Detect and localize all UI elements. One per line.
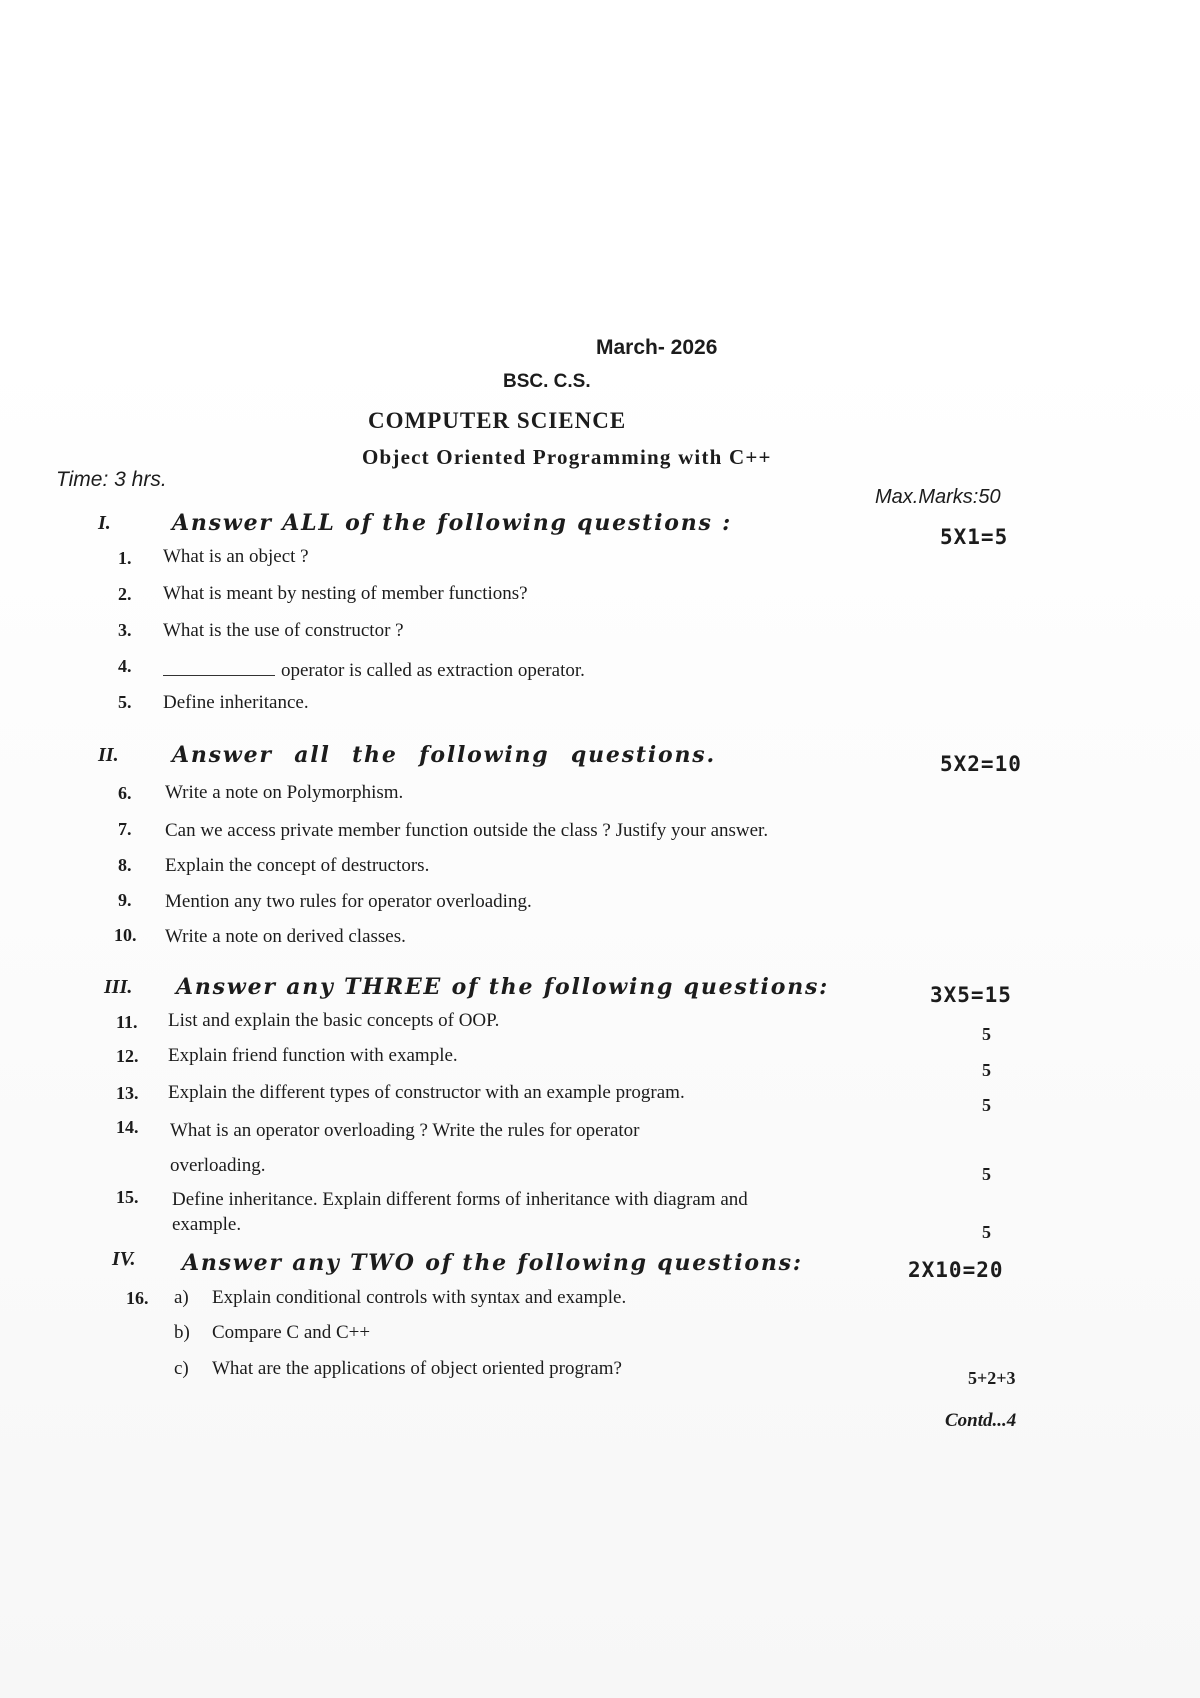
section-number: IV. [112, 1248, 136, 1270]
section-marks: 2X10=20 [908, 1258, 1004, 1282]
section-marks: 5X2=10 [940, 752, 1022, 776]
question-number: 16. [126, 1288, 149, 1308]
question-marks: 5 [982, 1164, 991, 1184]
max-marks: Max.Marks:50 [875, 486, 1001, 508]
section-marks: 5X1=5 [940, 525, 1009, 549]
sub-question-label: b) [174, 1322, 190, 1343]
sub-question-text: Compare C and C++ [212, 1322, 371, 1343]
paper-title: Object Oriented Programming with C++ [362, 445, 772, 469]
question-marks: 5 [982, 1060, 991, 1080]
question-text-continued: overloading. [170, 1155, 266, 1176]
question-number: 14. [116, 1117, 139, 1137]
question-number: 3. [118, 620, 132, 640]
question-text: Explain the concept of destructors. [165, 855, 430, 876]
question-text: Mention any two rules for operator overloading. [165, 891, 532, 912]
question-text: operator is called as extraction operator. [281, 660, 585, 681]
question-number: 1. [118, 548, 132, 568]
question-number: 12. [116, 1046, 139, 1066]
question-text: What is an object ? [163, 546, 309, 567]
question-text: List and explain the basic concepts of OOP. [168, 1010, 500, 1031]
section-title: Answer any THREE of the following questions: [176, 974, 830, 1000]
sub-question-label: a) [174, 1287, 189, 1308]
question-number: 8. [118, 855, 132, 875]
section-marks: 3X5=15 [930, 983, 1012, 1007]
section-title: Answer ALL of the following questions : [172, 510, 733, 536]
question-text: Define inheritance. Explain different forms of inheritance with diagram and [172, 1189, 748, 1210]
question-text: What is an operator overloading ? Write the rules for operator [170, 1120, 640, 1141]
exam-duration: Time: 3 hrs. [56, 468, 167, 491]
course-name: BSC. C.S. [503, 371, 591, 392]
answer-blank-line [163, 675, 275, 676]
question-text: What is the use of constructor ? [163, 620, 404, 641]
sub-question-text: Explain conditional controls with syntax and example. [212, 1287, 627, 1308]
question-number: 15. [116, 1187, 139, 1207]
question-text: Explain friend function with example. [168, 1045, 458, 1066]
question-text: Write a note on Polymorphism. [165, 782, 404, 803]
section-number: II. [98, 744, 119, 766]
question-number: 2. [118, 584, 132, 604]
question-marks: 5 [982, 1222, 991, 1242]
question-number: 6. [118, 783, 132, 803]
question-text-continued: example. [172, 1214, 242, 1235]
section-number: III. [104, 976, 133, 998]
question-number: 7. [118, 819, 132, 839]
question-text: What is meant by nesting of member functions? [163, 583, 528, 604]
section-title: Answer all the following questions. [172, 742, 716, 768]
question-text: Explain the different types of constructor with an example program. [168, 1082, 685, 1103]
question-text: Write a note on derived classes. [165, 926, 406, 947]
question-number: 11. [116, 1012, 138, 1032]
question-marks: 5 [982, 1095, 991, 1115]
subject-title: COMPUTER SCIENCE [368, 408, 627, 433]
question-number: 5. [118, 692, 132, 712]
continued-note: Contd...4 [945, 1410, 1017, 1431]
question-text: Define inheritance. [163, 692, 309, 713]
exam-month: March- 2026 [596, 336, 718, 359]
sub-question-label: c) [174, 1358, 189, 1379]
question-text: Can we access private member function outside the class ? Justify your answer. [165, 820, 769, 841]
section-number: I. [98, 512, 111, 534]
question-marks: 5+2+3 [968, 1368, 1016, 1388]
question-number: 9. [118, 890, 132, 910]
question-number: 13. [116, 1083, 139, 1103]
fill-in-blank-question [163, 660, 585, 682]
question-number: 10. [114, 925, 137, 945]
question-number: 4. [118, 656, 132, 676]
question-marks: 5 [982, 1024, 991, 1044]
sub-question-text: What are the applications of object oriented program? [212, 1358, 622, 1379]
section-title: Answer any TWO of the following questions: [182, 1250, 803, 1276]
